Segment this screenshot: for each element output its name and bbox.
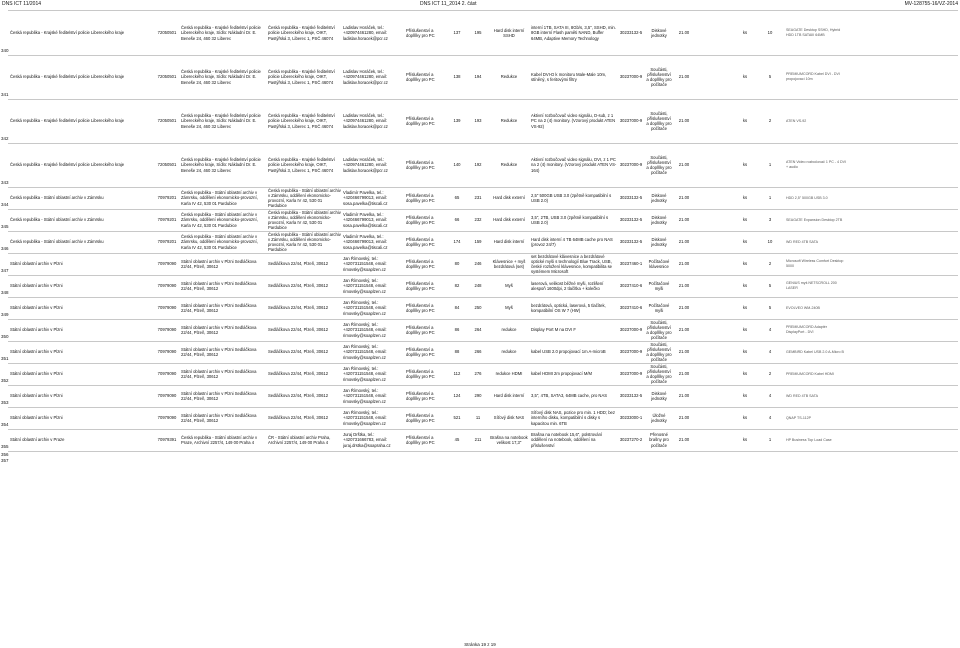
cell-price: 21.00 [678, 195, 690, 201]
cell-contact: Ladislav Horáček, tel.: +420974461280, email: ladislav.horacek@pcr.cz [343, 157, 388, 173]
cell-code: 30237000-9 [619, 118, 643, 124]
cell-addr: Česká republika - Státní oblastní archiv v Zámrsku, oddělení ekonomicko-provozní, Karla IV 42, 530 01 Pardubice [181, 234, 258, 250]
cell-type: redukce [501, 349, 517, 355]
cell-desc: 3,5", 2TB, USB 3.0 (zpětně kompatibilní s USB 2.0) [531, 214, 609, 225]
cell-deliv: Česká republika - Krajské ředitelství policie Libereckého kraje, OIKT, Pastýřská 3, Liberec 1, PSČ 46074 [268, 25, 335, 41]
cell-contact: Jan Římovský, tel.: +420731151548, email: rimovsky@soaplzen.cz [343, 256, 387, 272]
cell-desc: Kabel DVI-D k monitoru Male-Male 10m, stíněný, s feritovými filtry [531, 71, 607, 82]
cell-qty: 1 [768, 437, 772, 443]
cell-unit: ks [742, 349, 748, 355]
cell-cat: Příslušenství a doplňky pro PC [406, 236, 435, 247]
cell-contact: Jan Římovský, tel.: +420731151548, email: rimovsky@soaplzen.cz [343, 410, 387, 426]
table-row [8, 253, 958, 276]
cell-note: EVOLVEO WM-240B [786, 305, 820, 310]
cell-deliv: Česká republika - Státní oblastní archiv v Zámrsku, oddělení ekonomicko-provozní, Karla IV 42, 530 01 Pardubice [268, 187, 341, 209]
cell-cat: Příslušenství a doplňky pro PC [406, 71, 435, 82]
cell-price: 21.00 [678, 415, 690, 421]
cell-addr: Státní oblastní archiv v Plzni Sedláčkova 22/44, Plzeň, 30612 [181, 280, 257, 291]
cell-sub: Součásti, příslušenství a doplňky pro počítače [646, 66, 672, 88]
cell-n2: 248 [474, 283, 482, 289]
cell-deliv: Sedláčkova 22/44, Plzeň, 30612 [268, 415, 329, 421]
cell-deliv: Sedláčkova 22/44, Plzeň, 30612 [268, 283, 329, 289]
cell-ico: 70979090 [157, 349, 177, 355]
cell-addr: Česká republika - Státní oblastní archiv v Zámrsku, oddělení ekonomicko-provozní, Karla IV 42, 530 01 Pardubice [181, 190, 258, 206]
cell-org: Česká republika - Krajské ředitelství policie Libereckého kraje [10, 162, 125, 168]
row-number: 352 [1, 378, 9, 383]
cell-ico: 72050501 [157, 162, 177, 168]
cell-desc: set bezdrátové klávesnice a bezdrátové optické myši s technologií Blue Track, USB, české rozložení klávesnice, kompatibilita se systémem Microsoft [531, 253, 612, 275]
cell-type: Hard disk interní [493, 239, 525, 245]
row-number: 355 [1, 444, 9, 449]
cell-qty: 5 [768, 283, 772, 289]
cell-note: WD RED 4TB SATA [786, 239, 819, 244]
cell-desc: 3,5", 4TB, SATA3, 64MB cache, pro NAS [531, 393, 608, 399]
cell-code: 30237460-1 [619, 261, 643, 267]
cell-note: HDD 2,5" 500GB USB 3.0 [786, 195, 828, 200]
cell-deliv: Česká republika - Státní oblastní archiv v Zámrsku, oddělení ekonomicko-provozní, Karla IV 42, 530 01 Pardubice [268, 231, 341, 253]
cell-addr: Státní oblastní archiv v Plzni Sedláčkova 22/44, Plzeň, 30612 [181, 368, 257, 379]
table-row [8, 143, 958, 188]
cell-deliv: Sedláčkova 22/44, Plzeň, 30612 [268, 261, 329, 267]
cell-cat: Příslušenství a doplňky pro PC [406, 115, 435, 126]
cell-deliv: Sedláčkova 22/44, Plzeň, 30612 [268, 349, 329, 355]
cell-addr: Státní oblastní archiv v Plzni Sedláčkova 22/44, Plzeň, 30612 [181, 390, 257, 401]
cell-n2: 193 [474, 118, 482, 124]
cell-qty: 3 [768, 217, 772, 223]
table-row [8, 99, 958, 144]
cell-cat: Příslušenství a doplňky pro PC [406, 302, 435, 313]
table-row [8, 319, 958, 342]
cell-code: 30237270-2 [619, 437, 643, 443]
cell-sub: Počítačové klávesnice [648, 258, 670, 269]
cell-sub: Přenosné brašny pro počítače [649, 432, 669, 448]
cell-unit: ks [742, 162, 748, 168]
document-table [8, 10, 958, 448]
cell-code: 30233132-5 [619, 30, 643, 36]
cell-contact: Vladimír Pavelka, tel.: +420466799013, email: sosa.pavelka@tiscali.cz [343, 190, 388, 206]
cell-type: redukce [501, 327, 517, 333]
cell-n1: 82 [454, 283, 460, 289]
cell-ico: 72050501 [157, 30, 177, 36]
cell-cat: Příslušenství a doplňky pro PC [406, 27, 435, 38]
cell-type: Brašna na notebook velikost 17,3" [490, 434, 528, 445]
cell-contact: Juraj Drštka, tel.: +420731666783, email: juraj.drstka@soapraha.cz [343, 432, 391, 448]
cell-price: 21.00 [678, 305, 690, 311]
cell-qty: 4 [768, 393, 772, 399]
cell-code: 30237410-6 [619, 305, 643, 311]
cell-type: Redukce [500, 162, 518, 168]
cell-sub: Počítačové myši [648, 302, 670, 313]
cell-addr: Česká republika - Krajské ředitelství policie Libereckého kraje, Sídlo: Nákladní Dr. E. Beneše 24, 460 32 Liberec [181, 25, 261, 41]
cell-qty: 2 [768, 118, 772, 124]
cell-org: Česká republika - Krajské ředitelství policie Libereckého kraje [10, 118, 125, 124]
cell-qty: 4 [768, 415, 772, 421]
row-number: 346 [1, 246, 9, 251]
cell-code: 30233132-5 [619, 239, 643, 245]
cell-type: Myš [505, 305, 513, 311]
cell-addr: Česká republika - Státní oblastní archiv v Praze, Archivní 2257/4, 149 00 Praha 4 [181, 434, 258, 445]
cell-price: 21.00 [678, 30, 690, 36]
cell-contact: Jan Římovský, tel.: +420731151548, email: rimovsky@soaplzen.cz [343, 388, 387, 404]
cell-org: Česká republika - Krajské ředitelství policie Libereckého kraje [10, 30, 125, 36]
cell-unit: ks [742, 371, 748, 377]
cell-sub: Diskové jednotky [651, 214, 667, 225]
cell-type: Redukce [500, 74, 518, 80]
cell-addr: Česká republika - Krajské ředitelství policie Libereckého kraje, Sídlo: Nákladní Dr. E. Beneše 24, 460 32 Liberec [181, 69, 261, 85]
cell-n1: 521 [453, 415, 461, 421]
cell-n2: 276 [474, 371, 482, 377]
cell-n2: 195 [474, 30, 482, 36]
cell-code: 30233000-1 [619, 415, 643, 421]
cell-org: Česká republika - Státní oblastní archiv v Zámrsku [10, 239, 104, 245]
cell-sub: Diskové jednotky [651, 236, 667, 247]
cell-price: 21.00 [678, 349, 690, 355]
cell-cat: Příslušenství a doplňky pro PC [406, 368, 435, 379]
cell-type: Klávesnice + myš bezdrátová (set) [492, 258, 526, 269]
cell-deliv: Česká republika - Krajské ředitelství policie Libereckého kraje, OIKT, Pastýřská 3, Liberec 1, PSČ 46074 [268, 69, 335, 85]
cell-note: SEAGATE Expansion Desktop 2TB [786, 217, 843, 222]
cell-code: 30237410-6 [619, 283, 643, 289]
cell-sub: Počítačové myši [648, 280, 670, 291]
cell-qty: 1 [768, 162, 772, 168]
cell-desc: interní 1TB, SATA III, 8Gb/s, 3,5", SSHD, min. 8GB interní Flash paměti NAND, Buffer 64MB, Adaptive Memory Technology [531, 25, 616, 41]
cell-price: 21.00 [678, 371, 690, 377]
cell-code: 30237000-9 [619, 162, 643, 168]
row-number: 356 [1, 452, 9, 457]
cell-note: QNAP TS-112P [786, 415, 811, 420]
table-row [8, 231, 958, 254]
cell-desc: Síťový disk NAS, pozice pro min. 1 HDD; bez interního disku, kompatibilní s disky s kapacitou min. 6TB [531, 410, 615, 426]
cell-note: PREMIUMCORD Kabel DVI - DVI propojovací 10m [786, 72, 840, 81]
cell-sub: Součásti, příslušenství a doplňky pro počítače [646, 154, 672, 176]
cell-type: Síťový disk NAS [493, 415, 525, 421]
cell-price: 21.00 [678, 327, 690, 333]
cell-cat: Příslušenství a doplňky pro PC [406, 192, 435, 203]
cell-n2: 264 [474, 327, 482, 333]
cell-deliv: Sedláčkova 22/44, Plzeň, 30612 [268, 327, 329, 333]
cell-n1: 66 [454, 217, 460, 223]
cell-type: Redukce [500, 118, 518, 124]
row-number: 349 [1, 312, 9, 317]
cell-org: Státní oblastní archiv v Plzni [10, 327, 63, 333]
cell-price: 21.00 [678, 162, 690, 168]
cell-org: Státní oblastní archiv v Praze [10, 437, 65, 443]
cell-sub: Úložné jednotky [651, 412, 667, 423]
cell-note: SEAGATE Desktop SSHD, Hybrid HDD 1TB SATAIII 64MB [786, 28, 841, 37]
header-right: MV-128755-16/VZ-2014 [904, 1, 958, 7]
cell-n2: 194 [474, 74, 482, 80]
cell-n1: 88 [454, 349, 460, 355]
cell-contact: Ladislav Horáček, tel.: +420974461280, email: ladislav.horacek@pcr.cz [343, 69, 388, 85]
row-number: 354 [1, 422, 9, 427]
cell-n1: 86 [454, 327, 460, 333]
cell-desc: Hard disk interní 4 TB 64MB cache pro NAS (provoz 24/7) [531, 236, 613, 247]
cell-contact: Ladislav Horáček, tel.: +420974461280, email: ladislav.horacek@pcr.cz [343, 25, 388, 41]
cell-ico: 70979090 [157, 371, 177, 377]
row-number: 343 [1, 180, 9, 185]
table-row [8, 385, 958, 408]
cell-note: PREMIUMCORD Adaptér DisplayPort - DVI [786, 325, 827, 334]
cell-org: Státní oblastní archiv v Plzni [10, 349, 63, 355]
cell-sub: Součásti, příslušenství a doplňky pro počítače [646, 319, 672, 341]
cell-desc: kabel HDMI 2m propojovací M/M [531, 371, 592, 377]
cell-org: Státní oblastní archiv v Plzni [10, 305, 63, 311]
cell-org: Česká republika - Státní oblastní archiv v Zámrsku [10, 217, 104, 223]
cell-n2: 232 [474, 217, 482, 223]
row-number: 351 [1, 356, 9, 361]
cell-unit: ks [742, 217, 748, 223]
cell-price: 21.00 [678, 261, 690, 267]
cell-contact: Jan Římovský, tel.: +420731151548, email: rimovsky@soaplzen.cz [343, 322, 387, 338]
cell-note: GENIUS myš NETSCROLL 200 LASER [786, 281, 837, 290]
cell-cat: Příslušenství a doplňky pro PC [406, 412, 435, 423]
cell-org: Státní oblastní archiv v Plzni [10, 415, 63, 421]
cell-price: 21.00 [678, 437, 690, 443]
table-row [8, 429, 958, 452]
cell-n1: 80 [454, 261, 460, 267]
cell-desc: Aktivní rozbočovač video signálu, DVI, z 1 PC na 2 (4) monitory. (Vzorový produkt ATEN VS-164) [531, 157, 617, 173]
cell-n2: 266 [474, 349, 482, 355]
cell-unit: ks [742, 239, 748, 245]
cell-org: Státní oblastní archiv v Plzni [10, 371, 63, 377]
cell-price: 21.00 [678, 283, 690, 289]
cell-n1: 137 [453, 30, 461, 36]
row-number: 347 [1, 268, 9, 273]
cell-addr: Česká republika - Státní oblastní archiv v Zámrsku, oddělení ekonomicko-provozní, Karla IV 42, 530 01 Pardubice [181, 212, 258, 228]
cell-price: 21.00 [678, 239, 690, 245]
row-number: 348 [1, 290, 9, 295]
cell-addr: Státní oblastní archiv v Plzni Sedláčkova 22/44, Plzeň, 30612 [181, 324, 257, 335]
table-row [8, 55, 958, 100]
row-number: 342 [1, 136, 9, 141]
cell-n2: 159 [474, 239, 482, 245]
cell-org: Česká republika - Státní oblastní archiv v Zámrsku [10, 195, 104, 201]
cell-n1: 112 [453, 371, 461, 377]
cell-qty: 2 [768, 371, 772, 377]
cell-org: Státní oblastní archiv v Plzni [10, 393, 63, 399]
table-row [8, 275, 958, 298]
cell-n1: 124 [453, 393, 461, 399]
cell-deliv: Česká republika - Krajské ředitelství policie Libereckého kraje, OIKT, Pastýřská 3, Liberec 1, PSČ 46074 [268, 157, 335, 173]
cell-note: PREMIUMCORD Kabel HDMI [786, 371, 834, 376]
row-number: 344 [1, 202, 9, 207]
cell-unit: ks [742, 393, 748, 399]
cell-type: Hard disk interní SSHD [493, 27, 525, 38]
cell-unit: ks [742, 74, 748, 80]
cell-note: HP Business Top Load Case [786, 437, 832, 442]
cell-org: Státní oblastní archiv v Plzni [10, 283, 63, 289]
cell-n1: 138 [453, 74, 461, 80]
row-number: 345 [1, 224, 9, 229]
cell-ico: 70979201 [157, 217, 177, 223]
cell-price: 21.00 [678, 74, 690, 80]
table-row [8, 341, 958, 364]
cell-unit: ks [742, 195, 748, 201]
cell-code: 30233132-5 [619, 195, 643, 201]
cell-desc: kabel USB 2.0 propojovací 1m A-microB [531, 349, 606, 355]
cell-deliv: Česká republika - Krajské ředitelství policie Libereckého kraje, OIKT, Pastýřská 3, Liberec 1, PSČ 46074 [268, 113, 335, 129]
cell-ico: 70979090 [157, 327, 177, 333]
cell-contact: Vladimír Pavelka, tel.: +420466799013, email: sosa.pavelka@tiscali.cz [343, 212, 388, 228]
cell-n1: 174 [453, 239, 461, 245]
cell-code: 30237000-9 [619, 74, 643, 80]
cell-addr: Státní oblastní archiv v Plzni Sedláčkova 22/44, Plzeň, 30612 [181, 346, 257, 357]
cell-unit: ks [742, 30, 748, 36]
cell-n1: 65 [454, 195, 460, 201]
cell-code: 30237000-9 [619, 349, 643, 355]
cell-ico: 72050501 [157, 118, 177, 124]
cell-addr: Státní oblastní archiv v Plzni Sedláčkova 22/44, Plzeň, 30612 [181, 302, 257, 313]
cell-qty: 5 [768, 305, 772, 311]
cell-desc: Brašna na notebook 15,6", polstrování oddělení na notebook, oddělení na příslušenství [531, 432, 603, 448]
cell-ico: 70979090 [157, 283, 177, 289]
cell-note: WD RED 4TB SATA [786, 393, 819, 398]
cell-unit: ks [742, 118, 748, 124]
cell-sub: Diskové jednotky [651, 27, 667, 38]
cell-qty: 5 [768, 74, 772, 80]
cell-addr: Státní oblastní archiv v Plzni Sedláčkova 22/44, Plzeň, 30612 [181, 412, 257, 423]
cell-unit: ks [742, 261, 748, 267]
cell-cat: Příslušenství a doplňky pro PC [406, 159, 435, 170]
cell-n2: 290 [474, 393, 482, 399]
cell-price: 21.00 [678, 118, 690, 124]
cell-n1: 84 [454, 305, 460, 311]
cell-cat: Příslušenství a doplňky pro PC [406, 280, 435, 291]
cell-desc: Display Port M na DVI F [531, 327, 576, 333]
table-row [8, 187, 958, 210]
row-number: 353 [1, 400, 9, 405]
cell-org: Česká republika - Krajské ředitelství policie Libereckého kraje [10, 74, 125, 80]
cell-type: Hard disk externí [493, 217, 525, 223]
page-header [0, 0, 960, 8]
cell-cat: Příslušenství a doplňky pro PC [406, 346, 435, 357]
cell-price: 21.00 [678, 217, 690, 223]
cell-sub: Diskové jednotky [651, 390, 667, 401]
cell-deliv: Sedláčkova 22/44, Plzeň, 30612 [268, 305, 329, 311]
cell-addr: Státní oblastní archiv v Plzni Sedláčkova 22/44, Plzeň, 30612 [181, 258, 257, 269]
cell-type: Hard disk interní [493, 393, 525, 399]
cell-deliv: Česká republika - Státní oblastní archiv v Zámrsku, oddělení ekonomicko-provozní, Karla IV 42, 530 01 Pardubice [268, 209, 341, 231]
cell-type: Hard disk externí [493, 195, 525, 201]
cell-n2: 231 [474, 195, 482, 201]
cell-n1: 45 [454, 437, 460, 443]
table-row [8, 363, 958, 386]
cell-ico: 70979090 [157, 261, 177, 267]
cell-type: Myš [505, 283, 513, 289]
cell-cat: Příslušenství a doplňky pro PC [406, 324, 435, 335]
cell-n2: 250 [474, 305, 482, 311]
cell-contact: Jan Římovský, tel.: +420731151548, email: rimovsky@soaplzen.cz [343, 366, 387, 382]
cell-qty: 1 [768, 195, 772, 201]
cell-desc: Aktivní rozbočovač video signálu, D-sub, z 1 PC na 2 (4) monitory. (Vzorový produkt ATEN VS-92) [531, 113, 616, 129]
cell-contact: Jan Římovský, tel.: +420731151548, email: rimovsky@soaplzen.cz [343, 344, 387, 360]
cell-sub: Součásti, příslušenství a doplňky pro počítače [646, 341, 672, 363]
cell-cat: Příslušenství a doplňky pro PC [406, 434, 435, 445]
cell-unit: ks [742, 415, 748, 421]
cell-deliv: ČR - Státní oblastní archiv Praha, Archivní 2257/4, 149 00 Praha 4 [268, 434, 331, 445]
cell-ico: 70979201 [157, 195, 177, 201]
cell-ico: 70979090 [157, 415, 177, 421]
cell-cat: Příslušenství a doplňky pro PC [406, 214, 435, 225]
cell-desc: laserová, velikost běžné myši, rozlišení alespoň 1600dpi, 2 tlačítka + kolečko [531, 280, 604, 291]
cell-note: ATEN Video rozbočovač 1 PC - 4 DVI + audio [786, 160, 846, 169]
cell-code: 30237000-9 [619, 371, 643, 377]
header-left: DNS ICT 11/2014 [2, 1, 42, 7]
table-row [8, 297, 958, 320]
cell-n2: 11 [475, 415, 481, 421]
cell-contact: Vladimír Pavelka, tel.: +420466799013, email: sosa.pavelka@tiscali.cz [343, 234, 388, 250]
cell-type: redukce HDMI [495, 371, 523, 377]
cell-sub: Součásti, příslušenství a doplňky pro počítače [646, 363, 672, 385]
cell-qty: 10 [767, 239, 773, 245]
cell-contact: Jan Římovský, tel.: +420731151548, email: rimovsky@soaplzen.cz [343, 300, 387, 316]
cell-code: 30233132-5 [619, 393, 643, 399]
cell-ico: 70979391 [157, 437, 177, 443]
table-row [8, 407, 958, 430]
cell-contact: Ladislav Horáček, tel.: +420974461280, email: ladislav.horacek@pcr.cz [343, 113, 388, 129]
cell-unit: ks [742, 283, 748, 289]
cell-qty: 2 [768, 261, 772, 267]
table-row [8, 11, 958, 56]
row-number: 350 [1, 334, 9, 339]
cell-unit: ks [742, 327, 748, 333]
cell-ico: 70979201 [157, 239, 177, 245]
cell-n1: 139 [453, 118, 461, 124]
row-number: 340 [1, 48, 9, 53]
cell-sub: Diskové jednotky [651, 192, 667, 203]
cell-ico: 72050501 [157, 74, 177, 80]
cell-qty: 4 [768, 349, 772, 355]
cell-note: GEMBIRD Kabel USB 2.0 A-Micro B [786, 349, 844, 354]
cell-ico: 70979090 [157, 393, 177, 399]
cell-deliv: Sedláčkova 22/44, Plzeň, 30612 [268, 393, 329, 399]
cell-note: Microsoft Wireless Comfort Desktop 5000 [786, 259, 844, 268]
cell-price: 21.00 [678, 393, 690, 399]
cell-n2: 211 [474, 437, 482, 443]
cell-unit: ks [742, 437, 748, 443]
cell-sub: Součásti, příslušenství a doplňky pro počítače [646, 110, 672, 132]
cell-code: 30237000-9 [619, 327, 643, 333]
cell-qty: 4 [768, 327, 772, 333]
row-number: 357 [1, 458, 9, 463]
cell-qty: 10 [767, 30, 773, 36]
cell-contact: Jan Římovský, tel.: +420731151548, email: rimovsky@soaplzen.cz [343, 278, 387, 294]
table-row [8, 209, 958, 232]
cell-code: 30233132-5 [619, 217, 643, 223]
cell-n2: 192 [474, 162, 482, 168]
cell-org: Státní oblastní archiv v Plzni [10, 261, 63, 267]
cell-note: ATEN VS-92 [786, 118, 807, 123]
cell-cat: Příslušenství a doplňky pro PC [406, 390, 435, 401]
cell-cat: Příslušenství a doplňky pro PC [406, 258, 435, 269]
cell-desc: 2,5" 500GB USB 3.0 (zpětně kompatibilní s USB 2.0) [531, 192, 612, 203]
cell-addr: Česká republika - Krajské ředitelství policie Libereckého kraje, Sídlo: Nákladní Dr. E. Beneše 24, 460 32 Liberec [181, 157, 261, 173]
cell-desc: bezdrátová, optická, laserová, 5 tlačítek, kompatibilní OS W 7 (HW) [531, 302, 606, 313]
cell-n1: 140 [453, 162, 461, 168]
cell-ico: 70979090 [157, 305, 177, 311]
page-footer: Stránka 19 z 19 [464, 642, 496, 647]
header-center: DNS ICT 11_2014 2. část [420, 1, 477, 7]
cell-addr: Česká republika - Krajské ředitelství policie Libereckého kraje, Sídlo: Nákladní Dr. E. Beneše 24, 460 32 Liberec [181, 113, 261, 129]
row-number: 341 [1, 92, 9, 97]
cell-unit: ks [742, 305, 748, 311]
cell-n2: 246 [474, 261, 482, 267]
cell-deliv: Sedláčkova 22/44, Plzeň, 30612 [268, 371, 329, 377]
